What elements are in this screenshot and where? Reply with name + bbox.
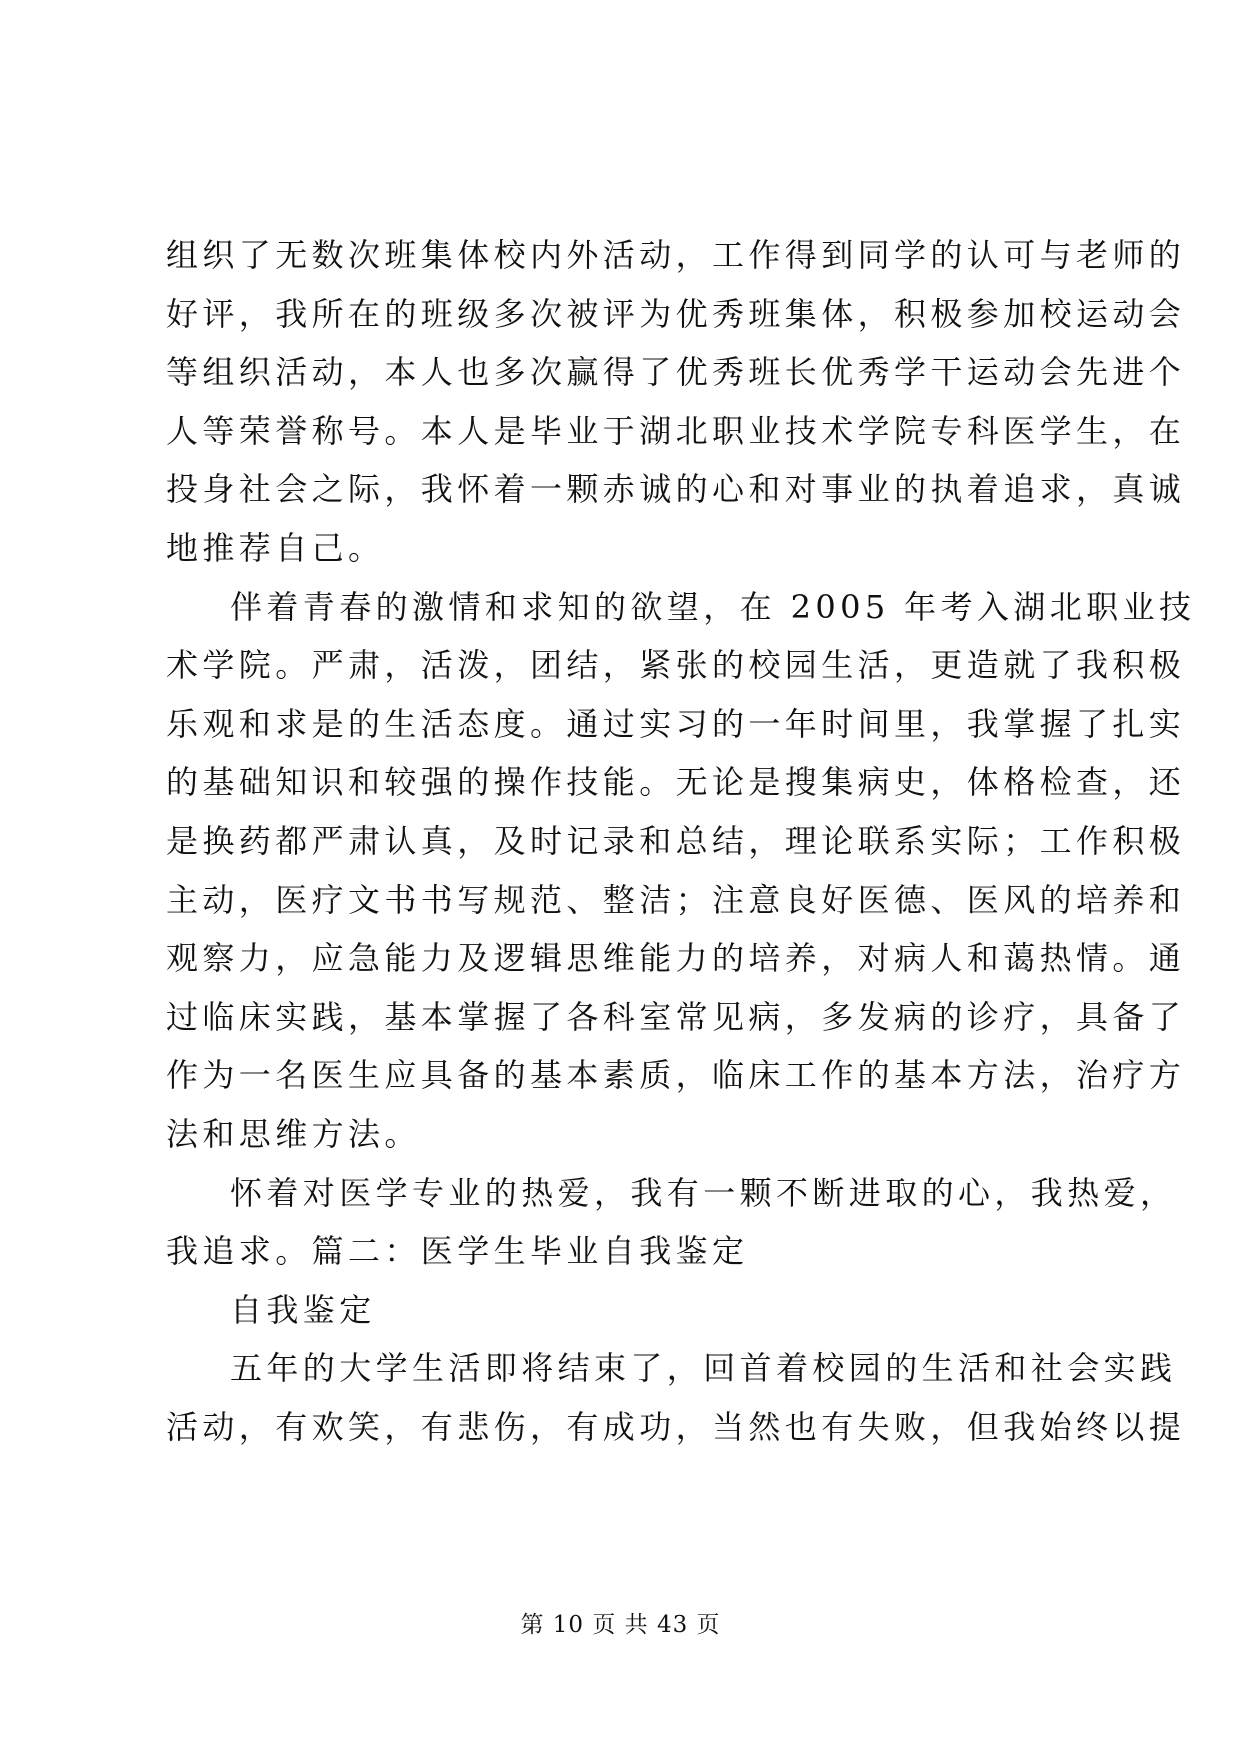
- paragraph-start-line: 伴着青春的激情和求知的欲望，在 2005 年考入湖北职业技: [230, 587, 1196, 626]
- text-line: 是换药都严肃认真，及时记录和总结，理论联系实际；工作积极: [166, 821, 1186, 860]
- text-line: 法和思维方法。: [166, 1114, 421, 1153]
- text-line: 的基础知识和较强的操作技能。无论是搜集病史，体格检查，还: [166, 763, 1186, 802]
- text-line: 过临床实践，基本掌握了各科室常见病，多发病的诊疗，具备了: [166, 997, 1186, 1036]
- text-line: 人等荣誉称号。本人是毕业于湖北职业技术学院专科医学生，在: [166, 411, 1186, 450]
- text-line: 活动，有欢笑，有悲伤，有成功，当然也有失败，但我始终以提: [166, 1407, 1186, 1446]
- text-line: 等组织活动，本人也多次赢得了优秀班长优秀学干运动会先进个: [166, 353, 1186, 392]
- text-line: 术学院。严肃，活泼，团结，紧张的校园生活，更造就了我积极: [166, 646, 1186, 685]
- text-line: 地推荐自己。: [166, 528, 385, 567]
- text-line: 主动，医疗文书书写规范、整洁；注意良好医德、医风的培养和: [166, 880, 1186, 919]
- text-line: 组织了无数次班集体校内外活动，工作得到同学的认可与老师的: [166, 236, 1186, 274]
- page-number-footer: 第 10 页 共 43 页: [520, 1612, 721, 1638]
- text-line: 投身社会之际，我怀着一颗赤诚的心和对事业的执着追求，真诚: [166, 470, 1186, 509]
- body-text: [166, 226, 1196, 1456]
- paragraph-start-line: 怀着对医学专业的热爱，我有一颗不断进取的心，我热爱，: [230, 1173, 1177, 1212]
- text-line: 作为一名医生应具备的基本素质，临床工作的基本方法，治疗方: [166, 1056, 1186, 1095]
- text-line: 我追求。篇二：医学生毕业自我鉴定: [166, 1232, 749, 1271]
- text-line: 乐观和求是的生活态度。通过实习的一年时间里，我掌握了扎实: [166, 704, 1186, 743]
- text-line: 好评，我所在的班级多次被评为优秀班集体，积极参加校运动会: [166, 294, 1186, 333]
- text-line: 观察力，应急能力及逻辑思维能力的培养，对病人和蔼热情。通: [166, 939, 1186, 978]
- section-heading: 自我鉴定: [230, 1290, 376, 1329]
- paragraph-start-line: 五年的大学生活即将结束了，回首着校园的生活和社会实践: [230, 1349, 1177, 1388]
